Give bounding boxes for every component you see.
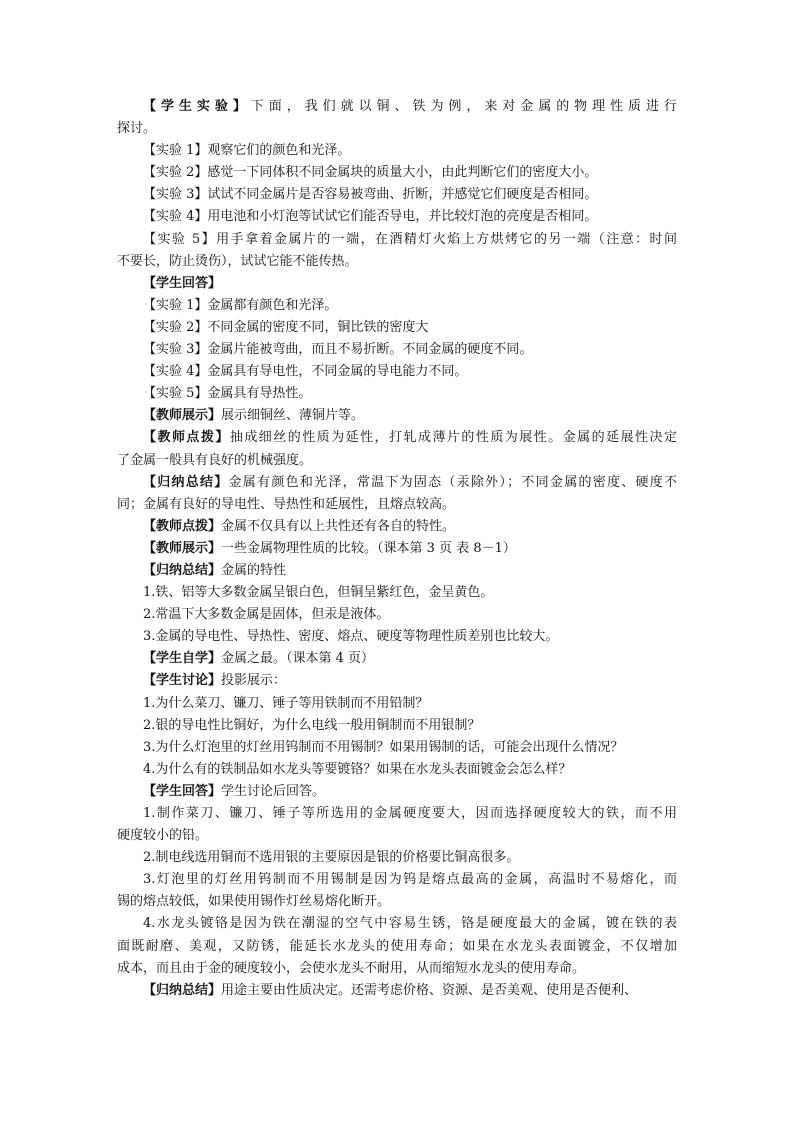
text-line xyxy=(117,118,677,140)
text-line xyxy=(117,494,677,516)
line-text: 不要长，防止烫伤），试试它能不能传热。 xyxy=(117,253,358,269)
section-tag: 【教师点拨】 xyxy=(143,518,222,534)
text-line xyxy=(117,604,677,626)
line-text: 同；金属有良好的导电性、导热性和延展性，且熔点较高。 xyxy=(117,496,456,512)
text-line xyxy=(117,251,677,273)
paragraph xyxy=(117,427,677,471)
line-text: 2.制电线选用铜而不选用银的主要原因是银的价格要比铜高很多。 xyxy=(143,850,520,866)
paragraph xyxy=(117,361,677,383)
line-text: 3.灯泡里的灯丝用钨制而不用锡制是因为钨是熔点最高的金属，高温时不易熔化，而 xyxy=(143,872,677,888)
text-line xyxy=(117,980,677,1002)
line-text: 金属有颜色和光泽，常温下为固态（汞除外）；不同金属的密度、硬度不 xyxy=(228,474,677,490)
section-tag: 【归纳总结】 xyxy=(143,562,222,578)
line-text: 【实验 5】用手拿着金属片的一端，在酒精灯火焰上方烘烤它的另一端（注意：时间 xyxy=(143,231,677,247)
paragraph xyxy=(117,162,677,184)
line-text: 【实验 5】金属具有导热性。 xyxy=(143,386,312,402)
paragraph xyxy=(117,626,677,648)
paragraph xyxy=(117,803,677,847)
paragraph xyxy=(117,913,677,979)
text-line xyxy=(117,626,677,648)
paragraph xyxy=(117,317,677,339)
line-text: 【实验 1】观察它们的颜色和光泽。 xyxy=(143,143,351,159)
line-text: 1.铁、铝等大多数金属呈银白色，但铜呈紫红色，金呈黄色。 xyxy=(143,585,494,601)
text-line xyxy=(117,715,677,737)
text-line xyxy=(117,538,677,560)
section-tag: 【学生实验】 xyxy=(143,99,251,114)
line-text: 投影展示： xyxy=(221,673,287,689)
paragraph xyxy=(117,184,677,206)
line-text: 4.水龙头镀铬是因为铁在潮湿的空气中容易生锈，铬是硬度最大的金属，镀在铁的表 xyxy=(143,916,677,932)
paragraph xyxy=(117,516,677,538)
section-tag: 【教师展示】 xyxy=(143,408,222,424)
line-text: 金属之最。（课本第 4 页） xyxy=(221,651,375,667)
text-line xyxy=(117,693,677,715)
line-text: 金属的特性 xyxy=(221,562,287,578)
text-line xyxy=(117,450,677,472)
text-line xyxy=(117,847,677,869)
line-text: 【实验 1】金属都有颜色和光泽。 xyxy=(143,297,338,313)
line-text: 【实验 3】金属片能被弯曲，而且不易折断。不同金属的硬度不同。 xyxy=(143,342,533,358)
line-text: 3.金属的导电性、导热性、密度、熔点、硬度等物理性质差别也比较大。 xyxy=(143,629,559,645)
paragraph xyxy=(117,229,677,273)
paragraph xyxy=(117,604,677,626)
line-text: 了金属一般具有良好的机械强度。 xyxy=(117,452,313,468)
text-line xyxy=(117,936,677,958)
text-line xyxy=(117,295,677,317)
paragraph xyxy=(117,472,677,516)
text-line xyxy=(117,229,677,251)
paragraph xyxy=(117,869,677,913)
paragraph xyxy=(117,560,677,582)
line-text: 【实验 4】用电池和小灯泡等试试它们能否导电，并比较灯泡的亮度是否相同。 xyxy=(143,209,598,225)
text-line xyxy=(117,891,677,913)
line-text: 3.为什么灯泡里的灯丝用钨制而不用锡制？如果用锡制的话，可能会出现什么情况？ xyxy=(143,739,624,755)
paragraph xyxy=(117,339,677,361)
line-text: 1.制作菜刀、镰刀、锤子等所选用的金属硬度要大，因而选择硬度较大的铁，而不用 xyxy=(143,806,677,821)
line-text: 1.为什么菜刀、镰刀、锤子等用铁制而不用铅制？ xyxy=(143,695,429,711)
paragraph xyxy=(117,582,677,604)
document-page xyxy=(117,96,677,1002)
line-text: 用途主要由性质决定。还需考虑价格、资源、是否美观、使用是否便利、 xyxy=(221,982,638,998)
paragraph xyxy=(117,759,677,781)
text-line xyxy=(117,958,677,980)
paragraph xyxy=(117,847,677,869)
line-text: 展示细铜丝、薄铜片等。 xyxy=(221,408,365,424)
text-line xyxy=(117,405,677,427)
text-line xyxy=(117,759,677,781)
text-line xyxy=(117,96,677,118)
section-tag: 【学生自学】 xyxy=(143,651,222,667)
paragraph xyxy=(117,273,677,295)
line-text: 硬度较小的铅。 xyxy=(117,828,209,844)
text-line xyxy=(117,184,677,206)
section-tag: 【学生回答】 xyxy=(143,783,222,799)
line-text: 2.常温下大多数金属是固体，但汞是液体。 xyxy=(143,607,390,623)
text-line xyxy=(117,273,677,295)
line-text: 下面，我们就以铜、铁为例，来对金属的物理性质进行 xyxy=(250,99,677,114)
paragraph xyxy=(117,693,677,715)
text-line xyxy=(117,472,677,494)
text-line xyxy=(117,206,677,228)
text-line xyxy=(117,516,677,538)
line-text: 面既耐磨、美观，又防锈，能延长水龙头的使用寿命；如果在水龙头表面镀金，不仅增加 xyxy=(117,938,677,954)
line-text: 成本，而且由于金的硬度较小，会使水龙头不耐用，从而缩短水龙头的使用寿命。 xyxy=(117,960,586,976)
text-line xyxy=(117,383,677,405)
line-text: 【实验 4】金属具有导电性，不同金属的导电能力不同。 xyxy=(143,364,468,380)
section-tag: 【教师展示】 xyxy=(143,540,222,556)
paragraph xyxy=(117,405,677,427)
section-tag: 【教师点拨】 xyxy=(143,430,230,446)
line-text: 4.为什么有的铁制品如水龙头等要镀铬？如果在水龙头表面镀金会怎么样？ xyxy=(143,761,572,777)
text-line xyxy=(117,670,677,692)
paragraph xyxy=(117,383,677,405)
line-text: 锡的熔点较低，如果使用锡作灯丝易熔化断开。 xyxy=(117,894,391,910)
line-text: 抽成细丝的性质为延性，打轧成薄片的性质为展性。金属的延展性决定 xyxy=(229,430,677,446)
paragraph xyxy=(117,538,677,560)
line-text: 【实验 2】不同金属的密度不同，铜比铁的密度大 xyxy=(143,319,429,335)
text-line xyxy=(117,781,677,803)
paragraph xyxy=(117,715,677,737)
text-line xyxy=(117,317,677,339)
text-line xyxy=(117,648,677,670)
paragraph xyxy=(117,670,677,692)
paragraph xyxy=(117,96,677,140)
line-text: 2.银的导电性比铜好，为什么电线一般用铜制而不用银制？ xyxy=(143,717,481,733)
line-text: 金属不仅具有以上共性还有各自的特性。 xyxy=(221,518,456,534)
text-line xyxy=(117,140,677,162)
line-text: 【实验 3】试试不同金属片是否容易被弯曲、折断，并感觉它们硬度是否相同。 xyxy=(143,187,598,203)
text-line xyxy=(117,869,677,891)
section-tag: 【学生回答】 xyxy=(143,275,222,291)
text-line xyxy=(117,803,677,825)
paragraph xyxy=(117,781,677,803)
text-line xyxy=(117,737,677,759)
text-line xyxy=(117,361,677,383)
section-tag: 【学生讨论】 xyxy=(143,673,222,689)
line-text: 学生讨论后回答。 xyxy=(221,783,326,799)
line-text: 【实验 2】感觉一下同体积不同金属块的质量大小，由此判断它们的密度大小。 xyxy=(143,165,598,181)
paragraph xyxy=(117,140,677,162)
line-text: 探讨。 xyxy=(117,121,157,137)
text-line xyxy=(117,825,677,847)
paragraph xyxy=(117,737,677,759)
paragraph xyxy=(117,206,677,228)
paragraph xyxy=(117,295,677,317)
text-line xyxy=(117,913,677,935)
text-line xyxy=(117,339,677,361)
text-line xyxy=(117,427,677,449)
line-text: 一些金属物理性质的比较。（课本第 3 页 表 8－1） xyxy=(221,540,516,556)
text-line xyxy=(117,582,677,604)
section-tag: 【归纳总结】 xyxy=(143,982,222,998)
text-line xyxy=(117,560,677,582)
paragraph xyxy=(117,980,677,1002)
section-tag: 【归纳总结】 xyxy=(143,474,229,490)
paragraph xyxy=(117,648,677,670)
text-line xyxy=(117,162,677,184)
